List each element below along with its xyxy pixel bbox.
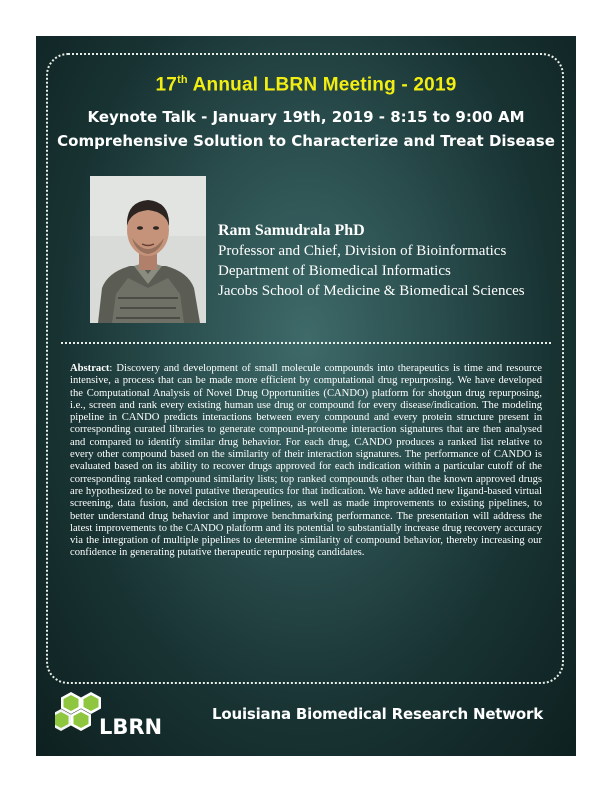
title-ordinal-suffix: th — [177, 74, 188, 86]
speaker-portrait-image — [90, 176, 206, 323]
abstract-text: : Discovery and development of small molecule compounds into therapeutics is time and resource intensive, a process that can be made more efficient by computational drug repurposing. We have developed the Computational Analysis of Novel Drug Opportunities (CANDO) platform for shotgun drug repurposing, i.e., screen and rank every existing human use drug or compound for every disease/indication. The modeling pipeline in CANDO predicts interactions between every compound and every protein structure present in corresponding curated libraries to generate compound-proteome interaction signatures that are then analysed and compared to identify similar drug behavior. For each drug, CANDO produces a ranked list relative to every other compound based on the similarity of their interaction signatures. The performance of CANDO is evaluated based on its ability to recover drugs approved for each indication within a particular cutoff of the corresponding ranked compound similarity lists; top ranked compounds other than the known approved drugs are hypothesized to be novel putative therapeutics for that indication. We have added new ligand-based virtual screening, data fusion, and decision tree pipelines, as well as made improvements to existing pipelines, to better understand drug behavior and improve benchmarking performance. The presentation will address the latest improvements to the CANDO platform and its potential to substantially increase drug recovery accuracy via the integration of multiple pipelines to determine similarity of compound behavior, thereby increasing our confidence in generating putative therapeutic repurposing candidates. — [70, 363, 542, 559]
abstract — [70, 363, 542, 560]
organization-name: Louisiana Biomedical Research Network — [212, 705, 544, 723]
speaker-info — [218, 221, 525, 301]
keynote-line: Keynote Talk - January 19th, 2019 - 8:15 to 9:00 AM — [87, 108, 525, 126]
lbrn-logo — [55, 688, 180, 743]
speaker-school-line: Jacobs School of Medicine & Biomedical Sciences — [218, 283, 525, 299]
title-rest: Annual LBRN Meeting - 2019 — [187, 74, 457, 96]
dotted-divider — [61, 342, 551, 344]
lbrn-logo-mark — [55, 688, 180, 743]
abstract-label: Abstract — [70, 363, 110, 374]
speaker-name: Ram Samudrala PhD — [218, 222, 365, 239]
talk-title: Comprehensive Solution to Characterize and Treat Disease — [57, 132, 555, 150]
speaker-photo — [90, 176, 206, 323]
title-ordinal: 17 — [155, 74, 178, 96]
speaker-department-line: Department of Biomedical Informatics — [218, 263, 451, 279]
poster — [36, 36, 576, 756]
speaker-title-line: Professor and Chief, Division of Bioinformatics — [218, 243, 507, 259]
logo-text: LBRN — [99, 715, 163, 739]
meeting-title — [36, 74, 576, 96]
